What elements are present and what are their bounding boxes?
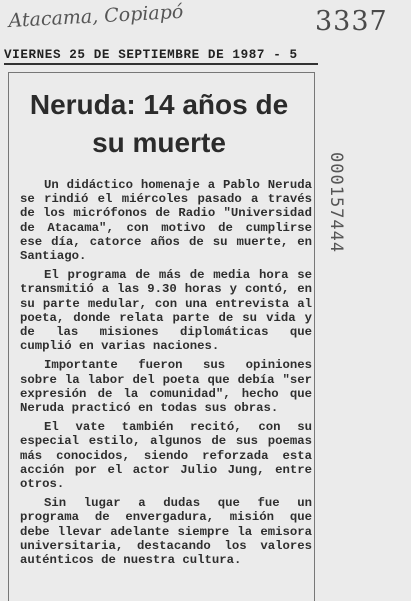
dateline: VIERNES 25 DE SEPTIEMBRE DE 1987 - 5 [4,48,298,62]
article-paragraph: Sin lugar a dudas que fue un programa de envergadura, misión que debe llevar adelante siempre la emisora universitaria, destacando los valores auténticos de nuestra cultura. [20,496,312,568]
article-headline: Neruda: 14 años de su muerte [29,89,289,158]
article-paragraph: Un didáctico homenaje a Pablo Neruda se rindió el miércoles pasado a través de los micrófonos de Radio "Universidad de Atacama", con motivo de cumplirse ese día, catorce años de su muerte, en Santiago. [20,178,312,264]
article-paragraph: El programa de más de media hora se transmitió a las 9.30 horas y contó, en su parte medular, con una entrevista al poeta, donde relata parte de su vida y de las misiones diplomáticas que cumplió en varias naciones. [20,268,312,354]
article-body [20,178,312,572]
handwritten-catalog-code: 000157444 [326,152,346,254]
handwritten-archive-number: 3337 [315,6,388,37]
article-paragraph: Importante fueron sus opiniones sobre la labor del poeta que debía "ser expresión de la comunidad", hecho que Neruda practicó en todas sus obras. [20,358,312,416]
handwritten-source-note: Atacama, Copiapó [8,0,184,32]
header-rule [4,63,318,65]
article-paragraph: El vate también recitó, con su especial estilo, algunos de sus poemas más conocidos, siendo reforzada esta acción por el actor Julio Jung, entre otros. [20,420,312,492]
